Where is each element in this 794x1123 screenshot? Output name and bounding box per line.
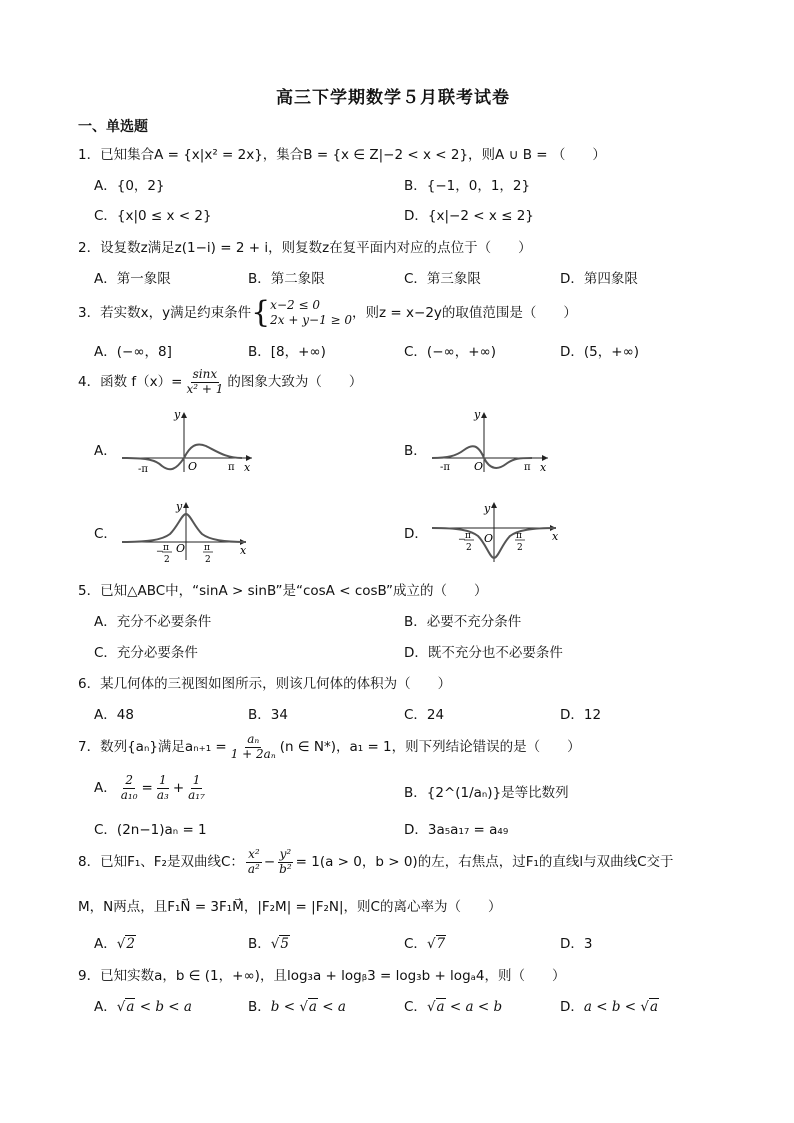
q4-stem-post: 的图象大致为（ ） bbox=[227, 373, 363, 390]
q7-stem-pre: 7．数列{aₙ}满足aₙ₊₁ = bbox=[78, 738, 227, 755]
q9-option-d-radicand: a bbox=[650, 999, 659, 1015]
q3-brace: { bbox=[251, 295, 271, 330]
q4-graph-b bbox=[428, 408, 568, 476]
neg-half-pi-den: 2 bbox=[164, 555, 170, 565]
half-pi-num: π bbox=[516, 531, 522, 541]
q1-option-b: B．{−1，0，1，2} bbox=[404, 178, 531, 194]
q8-option-a-label: A． bbox=[94, 936, 117, 952]
q7-fraction-denominator: 1 + 2aₙ bbox=[230, 746, 276, 761]
q4-graph-c bbox=[118, 500, 258, 568]
neg-pi-label: -π bbox=[440, 462, 450, 473]
q4-option-b: B． bbox=[404, 443, 427, 459]
q9-option-a bbox=[94, 1000, 192, 1015]
q3-stem-pre: 3．若实数x，y满足约束条件 bbox=[78, 304, 252, 321]
half-pi-num: π bbox=[204, 543, 210, 553]
q9-option-b-label: B． bbox=[248, 999, 271, 1015]
q8-num-2: y² bbox=[279, 847, 292, 861]
q9-option-d-pre: a < b < bbox=[583, 999, 641, 1015]
q7-a-den-2: a₃ bbox=[156, 787, 169, 802]
q9-option-d-label: D． bbox=[560, 999, 584, 1015]
y-label: y bbox=[484, 502, 491, 515]
q4-stem-pre: 4．函数 f（x）= bbox=[78, 373, 183, 390]
q7-a-frac-3 bbox=[186, 774, 207, 803]
q3-option-d: D．(5，+∞) bbox=[560, 344, 640, 360]
q8-stem-post: = 1(a > 0，b > 0)的左，右焦点，过F₁的直线l与双曲线C交于 bbox=[295, 853, 674, 870]
q4-graph-d bbox=[428, 500, 568, 568]
sqrt-icon: √2 bbox=[116, 936, 135, 952]
section-heading: 一、单选题 bbox=[78, 119, 148, 135]
q7-option-a bbox=[94, 774, 209, 803]
q5-option-c: C．充分必要条件 bbox=[94, 645, 198, 661]
q4-option-a: A． bbox=[94, 443, 117, 459]
q8-option-a bbox=[94, 937, 136, 952]
q9-option-c-radicand: a bbox=[436, 999, 445, 1015]
q4-option-c: C． bbox=[94, 526, 117, 542]
q7-stem-post: (n ∈ N*)，a₁ = 1，则下列结论错误的是（ ） bbox=[279, 738, 581, 755]
q9-option-a-radicand: a bbox=[126, 999, 135, 1015]
q6-option-b: B．34 bbox=[248, 707, 288, 723]
half-pi-den: 2 bbox=[205, 555, 211, 565]
q6-option-d: D．12 bbox=[560, 707, 602, 723]
q9-option-a-rest: < b < a bbox=[135, 999, 192, 1015]
sqrt-icon: √5 bbox=[270, 936, 289, 952]
q4-fraction-numerator: sinx bbox=[192, 367, 218, 381]
q7-option-c: C．(2n−1)aₙ = 1 bbox=[94, 822, 207, 838]
q7-stem bbox=[78, 733, 581, 762]
q3-option-c: C．(−∞，+∞) bbox=[404, 344, 497, 360]
q7-option-b: B．{2^(1/aₙ)}是等比数列 bbox=[404, 785, 569, 801]
q8-stem bbox=[78, 848, 674, 877]
q8-frac-2 bbox=[277, 848, 294, 877]
q8-num-1: x² bbox=[248, 847, 260, 861]
q8-stem-pre: 8．已知F₁、F₂是双曲线C： bbox=[78, 853, 244, 870]
origin-label: O bbox=[188, 460, 198, 473]
q4-stem bbox=[78, 368, 362, 397]
q2-option-c: C．第三象限 bbox=[404, 271, 481, 287]
q8-option-b bbox=[248, 937, 290, 952]
q3-constraints bbox=[270, 298, 352, 328]
q4-fraction bbox=[184, 368, 225, 397]
q3-option-b: B．[8，+∞) bbox=[248, 344, 326, 360]
q7-option-d: D．3a₅a₁₇ = a₄₉ bbox=[404, 822, 509, 838]
sqrt-icon: √a bbox=[299, 999, 317, 1015]
y-label: y bbox=[474, 408, 481, 421]
sqrt-icon: √a bbox=[116, 999, 135, 1015]
q7-a-num-1: 2 bbox=[125, 773, 133, 787]
page-title: 高三下学期数学５月联考试卷 bbox=[276, 88, 510, 108]
q7-a-frac-1 bbox=[119, 774, 140, 803]
sqrt-icon: √7 bbox=[426, 936, 446, 952]
q6-option-a: A．48 bbox=[94, 707, 134, 723]
q8-stem-line-2: M，N两点，且F₁N⃗ = 3F₁M⃗，|F₂M| = |F₂N|，则C的离心率为（ ） bbox=[78, 899, 502, 915]
q7-fraction bbox=[229, 733, 278, 762]
q6-option-c: C．24 bbox=[404, 707, 445, 723]
q5-stem: 5．已知△ABC中，“sinA > sinB”是“cosA < cosB”成立的（ ） bbox=[78, 583, 488, 599]
minus-label: − bbox=[458, 535, 466, 545]
neg-half-pi-num: π bbox=[465, 531, 471, 541]
q8-frac-1 bbox=[246, 848, 262, 877]
q1-stem: 1．已知集合A = {x|x² = 2x}，集合B = {x ∈ Z|−2 < x < 2}，则A ∪ B = （ ） bbox=[78, 147, 606, 163]
x-label: x bbox=[540, 461, 547, 474]
q9-option-c-rest: < a < b bbox=[445, 999, 503, 1015]
curve bbox=[122, 514, 246, 542]
q1-option-d: D．{x|−2 < x ≤ 2} bbox=[404, 208, 534, 224]
origin-label: O bbox=[484, 532, 494, 545]
q9-option-b-radicand: a bbox=[308, 999, 317, 1015]
q5-option-a: A．充分不必要条件 bbox=[94, 614, 212, 630]
neg-half-pi-num: π bbox=[163, 543, 169, 553]
q7-a-plus: + bbox=[172, 779, 185, 796]
neg-pi-label: -π bbox=[138, 464, 148, 475]
q7-a-frac-2 bbox=[155, 774, 171, 803]
q8-option-c bbox=[404, 937, 446, 952]
q8-minus: − bbox=[263, 853, 276, 870]
y-axis-arrow bbox=[181, 412, 187, 418]
q7-a-num-3: 1 bbox=[192, 773, 201, 787]
q5-option-b: B．必要不充分条件 bbox=[404, 614, 522, 630]
q4-fraction-denominator: x² + 1 bbox=[186, 381, 224, 396]
q9-option-b bbox=[248, 1000, 346, 1015]
neg-half-pi-den: 2 bbox=[466, 543, 472, 553]
x-label: x bbox=[240, 544, 247, 557]
q9-option-b-rest: < a bbox=[317, 999, 346, 1015]
sqrt-icon: √a bbox=[640, 999, 659, 1015]
y-axis-arrow bbox=[491, 502, 497, 508]
q7-option-a-label: A． bbox=[94, 779, 117, 796]
q3-stem-post: ，则z = x−2y的取值范围是（ ） bbox=[352, 304, 577, 321]
q9-option-c-label: C． bbox=[404, 999, 427, 1015]
q9-option-d bbox=[560, 1000, 659, 1015]
y-label: y bbox=[174, 408, 181, 421]
q7-a-num-2: 1 bbox=[159, 773, 167, 787]
q4-graph-a bbox=[118, 408, 258, 476]
q7-a-den-3: a₁₇ bbox=[188, 787, 205, 802]
q8-option-c-radicand: 7 bbox=[436, 936, 446, 952]
half-pi-den: 2 bbox=[517, 543, 523, 553]
q5-option-d: D．既不充分也不必要条件 bbox=[404, 645, 563, 661]
q3-constraint-2: 2x + y−1 ≥ 0 bbox=[270, 313, 353, 327]
y-axis-arrow bbox=[183, 502, 189, 508]
q8-option-b-radicand: 5 bbox=[280, 936, 289, 952]
q8-den-2: b² bbox=[279, 861, 292, 876]
q8-option-a-radicand: 2 bbox=[126, 936, 135, 952]
q8-option-c-label: C． bbox=[404, 936, 427, 952]
q1-option-a: A．{0，2} bbox=[94, 178, 165, 194]
q7-a-equals: = bbox=[141, 779, 153, 796]
q7-fraction-numerator: aₙ bbox=[247, 732, 260, 746]
pi-label: π bbox=[228, 462, 235, 473]
pi-label: π bbox=[524, 462, 531, 473]
q8-option-b-label: B． bbox=[248, 936, 271, 952]
q3-stem bbox=[78, 295, 577, 330]
q2-option-d: D．第四象限 bbox=[560, 271, 638, 287]
q6-stem: 6．某几何体的三视图如图所示，则该几何体的体积为（ ） bbox=[78, 676, 452, 692]
q3-option-a: A．(−∞，8] bbox=[94, 344, 172, 360]
q2-option-b: B．第二象限 bbox=[248, 271, 325, 287]
q2-option-a: A．第一象限 bbox=[94, 271, 171, 287]
x-label: x bbox=[244, 461, 251, 474]
q9-option-c bbox=[404, 1000, 502, 1015]
q2-stem: 2．设复数z满足z(1−i) = 2 + i，则复数z在复平面内对应的点位于（ ） bbox=[78, 240, 532, 256]
origin-label: O bbox=[474, 460, 484, 473]
q9-stem: 9．已知实数a，b ∈ (1，+∞)，且log₃a + logᵦ3 = log₃b + logₐ4，则（ ） bbox=[78, 968, 566, 984]
y-axis-arrow bbox=[481, 412, 487, 418]
q3-constraint-1: x−2 ≤ 0 bbox=[270, 298, 320, 312]
origin-label: O bbox=[176, 542, 186, 555]
sqrt-icon: √a bbox=[426, 999, 445, 1015]
q1-option-c: C．{x|0 ≤ x < 2} bbox=[94, 208, 212, 224]
q7-a-den-1: a₁₀ bbox=[120, 787, 138, 802]
x-label: x bbox=[552, 530, 559, 543]
y-label: y bbox=[176, 500, 183, 513]
q4-option-d: D． bbox=[404, 526, 428, 542]
q8-option-d: D．3 bbox=[560, 936, 593, 952]
q8-den-1: a² bbox=[247, 861, 260, 876]
minus-label: − bbox=[156, 547, 164, 557]
q9-option-b-pre: b < bbox=[270, 999, 300, 1015]
q9-option-a-label: A． bbox=[94, 999, 117, 1015]
